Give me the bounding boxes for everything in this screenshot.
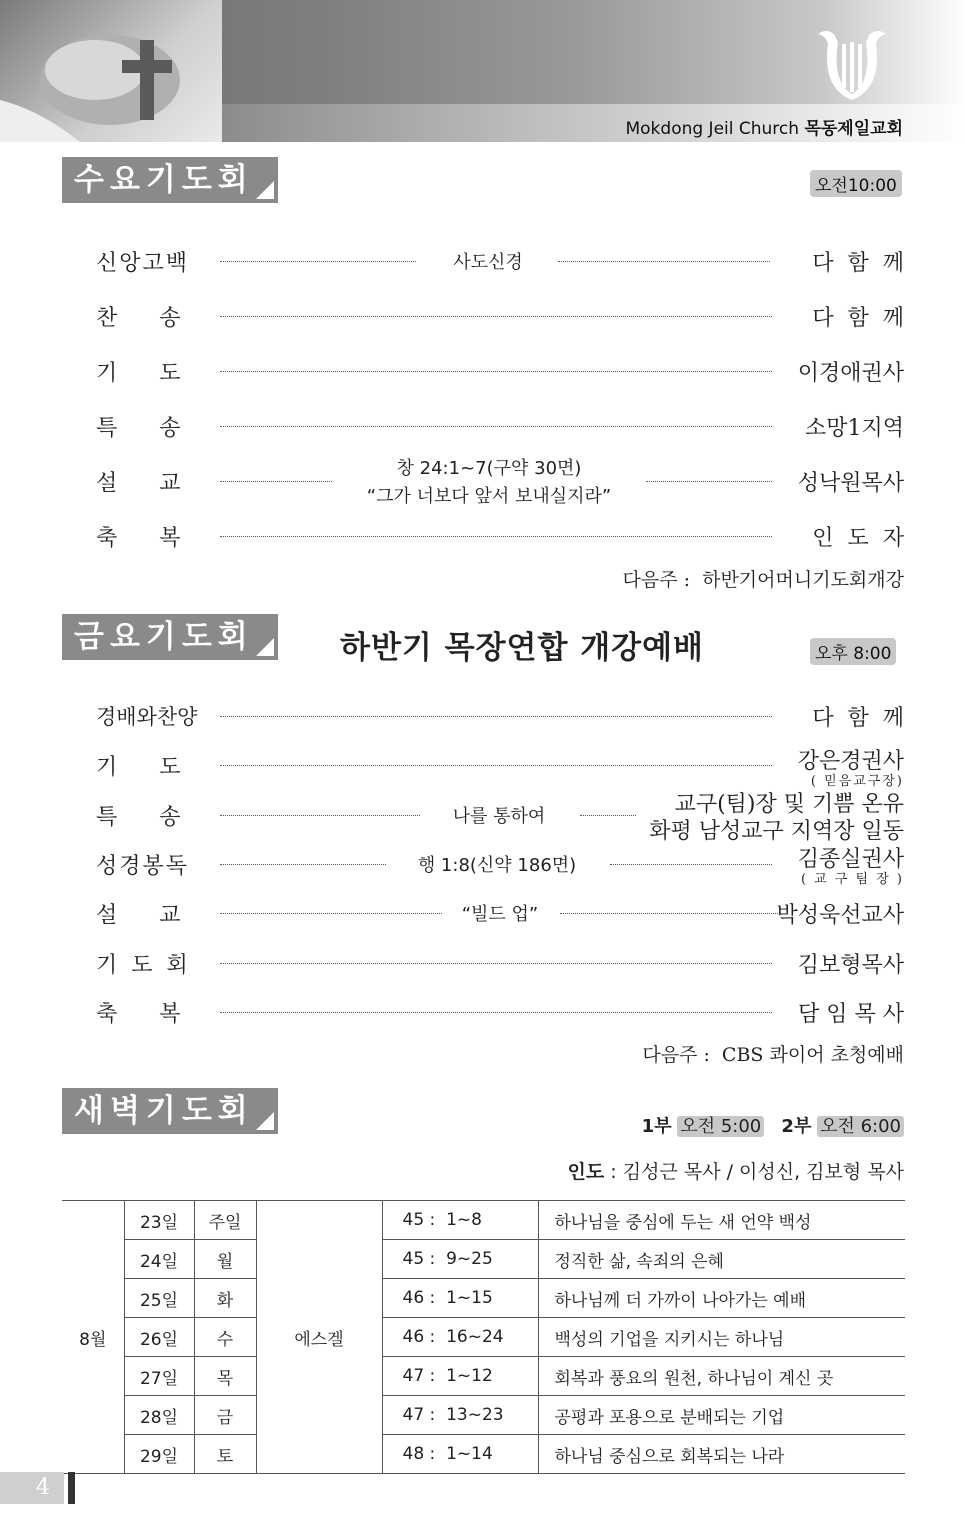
row-right-line2: 화평 남성교구 지역장 일동: [649, 819, 904, 844]
date-cell: 23일: [124, 1201, 194, 1240]
row-label: 기 도: [96, 755, 181, 780]
month-cell: 8월: [62, 1201, 124, 1474]
dotted-leader: [220, 261, 416, 262]
dotted-leader: [220, 481, 332, 482]
dotted-leader: [646, 481, 772, 482]
dotted-leader: [558, 261, 770, 262]
row-right: 다 함 께: [812, 306, 904, 331]
corner-triangle-icon: [256, 1112, 274, 1130]
row-right: 강은경권사: [797, 749, 904, 774]
row-label: 성경봉독: [96, 854, 190, 879]
row-right: 다 함 께: [812, 706, 904, 731]
fri-row-reading: [96, 847, 904, 887]
praying-hands-cross-icon: [0, 0, 222, 142]
wed-row-sermon: [96, 458, 904, 507]
church-name-ko: 목동제일교회: [804, 119, 903, 139]
chapter-cell: 47 : 13~23: [382, 1396, 538, 1435]
topic-cell: 백성의 기업을 지키시는 하나님: [538, 1318, 905, 1357]
row-right-sub: ( 믿음교구장): [810, 774, 904, 789]
row-label: 설 교: [96, 903, 181, 928]
chapter-cell: 45 : 9~25: [382, 1240, 538, 1279]
fri-headline: 하반기 목장연합 개강예배: [340, 630, 704, 666]
dotted-leader: [220, 963, 772, 964]
leader-label: 인도: [567, 1161, 605, 1183]
church-name: [625, 114, 903, 139]
chapter-cell: 48 : 1~14: [382, 1435, 538, 1474]
day-cell: 목: [194, 1357, 256, 1396]
dawn-schedule-table: [62, 1200, 905, 1474]
row-middle: 행 1:8(신약 186면): [417, 855, 577, 876]
date-cell: 28일: [124, 1396, 194, 1435]
day-cell: 화: [194, 1279, 256, 1318]
table-row: [62, 1240, 905, 1279]
sermon-title: “그가 너보다 앞서 보내실지라”: [366, 486, 612, 507]
row-middle: 나를 통하여: [452, 806, 546, 827]
table-row: [62, 1396, 905, 1435]
row-right: 박성욱선교사: [776, 903, 904, 928]
dotted-leader: [220, 426, 772, 427]
topic-cell: 회복과 풍요의 원천, 하나님이 계신 곳: [538, 1357, 905, 1396]
date-cell: 29일: [124, 1435, 194, 1474]
row-label: 신앙고백: [96, 251, 190, 276]
fri-row-special-song: [96, 792, 904, 844]
row-right: 인 도 자: [812, 526, 904, 551]
fri-row-sermon: [96, 898, 904, 928]
lyre-dove-icon: [812, 22, 892, 102]
wed-time-badge: 오전10:00: [810, 170, 902, 197]
row-middle: 사도신경: [453, 252, 523, 273]
row-right: 김종실권사: [797, 847, 904, 872]
fri-section-title: [62, 614, 278, 660]
fri-time-badge: 오후 8:00: [810, 638, 896, 665]
chapter-cell: 46 : 1~15: [382, 1279, 538, 1318]
dotted-leader: [220, 815, 420, 816]
dawn-title-text: 새벽기도회: [74, 1093, 254, 1129]
wed-next-week: 다음주 : 하반기어머니기도회개강: [622, 569, 904, 591]
topic-cell: 정직한 삶, 속죄의 은혜: [538, 1240, 905, 1279]
row-label: 특 송: [96, 416, 181, 441]
topic-cell: 공평과 포용으로 분배되는 기업: [538, 1396, 905, 1435]
topic-cell: 하나님께 더 가까이 나아가는 예배: [538, 1279, 905, 1318]
date-cell: 27일: [124, 1357, 194, 1396]
day-cell: 월: [194, 1240, 256, 1279]
sermon-scripture: 창 24:1~7(구약 30면): [396, 458, 582, 479]
wed-row-creed: [96, 246, 904, 276]
wed-row-benediction: [96, 521, 904, 551]
wed-title-text: 수요기도회: [74, 162, 254, 198]
dawn-section-title: [62, 1088, 278, 1134]
table-row: [62, 1318, 905, 1357]
wed-row-prayer: [96, 356, 904, 386]
header-banner: [0, 0, 967, 142]
table-row: [62, 1279, 905, 1318]
topic-cell: 하나님을 중심에 두는 새 언약 백성: [538, 1201, 905, 1240]
page-number-bar: [68, 1472, 75, 1504]
dotted-leader: [220, 536, 772, 537]
dotted-leader: [220, 716, 772, 717]
topic-cell: 하나님 중심으로 회복되는 나라: [538, 1435, 905, 1474]
chapter-cell: 46 : 16~24: [382, 1318, 538, 1357]
day-cell: 주일: [194, 1201, 256, 1240]
fri-row-benediction: [96, 997, 904, 1027]
row-right: 다 함 께: [812, 251, 904, 276]
chapter-cell: 45 : 1~8: [382, 1201, 538, 1240]
row-label: 축 복: [96, 1002, 181, 1027]
row-right-line1: 교구(팀)장 및 기쁨 온유: [674, 792, 904, 817]
part1-time-badge: 오전 5:00: [677, 1116, 764, 1137]
wed-row-special-song: [96, 411, 904, 441]
dawn-times: [642, 1112, 904, 1138]
date-cell: 24일: [124, 1240, 194, 1279]
dotted-leader: [610, 864, 772, 865]
row-right-sub: ( 교 구 팀 장 ): [800, 872, 904, 887]
row-right: 이경애권사: [797, 361, 904, 386]
wed-section-title: [62, 157, 278, 203]
fri-row-prayer: [96, 749, 904, 789]
row-right: 담 임 목 사: [798, 1002, 904, 1027]
fri-title-text: 금요기도회: [74, 619, 254, 655]
day-cell: 금: [194, 1396, 256, 1435]
fri-next-week: 다음주 : CBS 콰이어 초청예배: [642, 1044, 904, 1066]
dotted-leader: [220, 765, 772, 766]
row-label: 기 도 회: [96, 953, 188, 978]
leader-names: : 김성근 목사 / 이성신, 김보형 목사: [604, 1161, 904, 1183]
part1-label: 1부: [641, 1116, 672, 1137]
part2-label: 2부: [781, 1116, 812, 1137]
dotted-leader: [560, 913, 780, 914]
dotted-leader: [220, 316, 772, 317]
dotted-leader: [220, 1012, 772, 1013]
chapter-cell: 47 : 1~12: [382, 1357, 538, 1396]
book-cell: 에스겔: [256, 1201, 382, 1474]
row-middle: “빌드 업”: [461, 904, 539, 925]
row-label: 기 도: [96, 361, 181, 386]
dotted-leader: [220, 864, 386, 865]
row-right: 소망1지역: [804, 416, 904, 441]
day-cell: 수: [194, 1318, 256, 1357]
corner-triangle-icon: [256, 638, 274, 656]
row-label: 찬 송: [96, 306, 181, 331]
row-label: 축 복: [96, 526, 181, 551]
date-cell: 25일: [124, 1279, 194, 1318]
table-row: [62, 1357, 905, 1396]
part2-time-badge: 오전 6:00: [817, 1116, 904, 1137]
dawn-leaders: [568, 1157, 904, 1184]
row-label: 특 송: [96, 805, 181, 830]
row-right: 성낙원목사: [797, 471, 904, 496]
fri-row-prayer-meeting: [96, 948, 904, 978]
page-number: 4: [0, 1472, 64, 1504]
table-row: [62, 1201, 905, 1240]
date-cell: 26일: [124, 1318, 194, 1357]
row-label: 설 교: [96, 471, 181, 496]
fri-row-worship: [96, 701, 904, 731]
row-right: 김보형목사: [797, 953, 904, 978]
dotted-leader: [220, 913, 442, 914]
day-cell: 토: [194, 1435, 256, 1474]
wed-row-hymn: [96, 301, 904, 331]
dotted-leader: [220, 371, 772, 372]
dotted-leader: [580, 815, 636, 816]
corner-triangle-icon: [256, 181, 274, 199]
row-label: 경배와찬양: [96, 705, 198, 729]
church-name-en: Mokdong Jeil Church: [625, 119, 800, 139]
table-row: [62, 1435, 905, 1474]
